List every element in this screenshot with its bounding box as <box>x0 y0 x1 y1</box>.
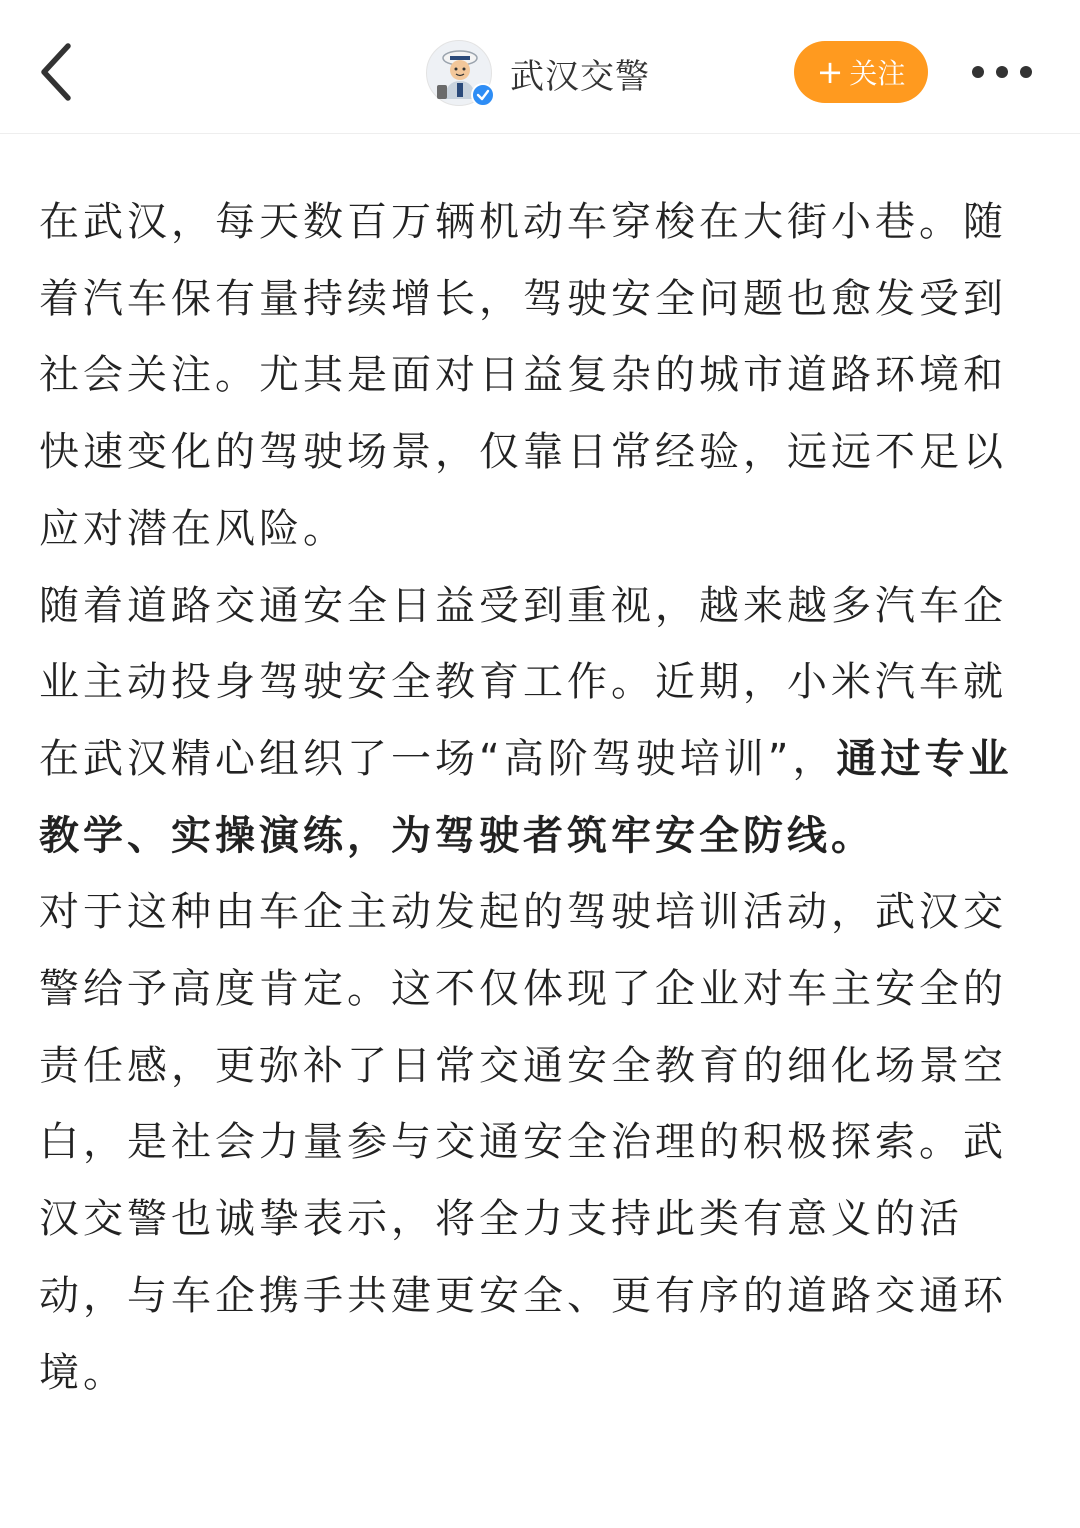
follow-button[interactable] <box>794 41 928 103</box>
back-button[interactable] <box>28 36 92 108</box>
chevron-left-icon <box>28 36 92 108</box>
article-paragraph-3: 对于这种由车企主动发起的驾驶培训活动，武汉交警给予高度肯定。这不仅体现了企业对车主安全的责任感，更弥补了日常交通安全教育的细化场景空白，是社会力量参与交通安全治理的积极探索。武汉交警也诚挚表示，将全力支持此类有意义的活动，与车企携手共建更安全、更有序的道路交通环境。 <box>39 889 1007 1396</box>
account-name[interactable]: 武汉交警 <box>510 56 650 97</box>
avatar[interactable] <box>426 40 492 106</box>
article-body <box>39 184 1049 1411</box>
follow-label: 关注 <box>849 57 906 90</box>
article-paragraph-1: 在武汉，每天数百万辆机动车穿梭在大街小巷。随着汽车保有量持续增长，驾驶安全问题也愈发受到社会关注。尤其是面对日益复杂的城市道路环境和快速变化的驾驶场景，仅靠日常经验，远远不足以应对潜在风险。 <box>39 199 1007 552</box>
top-nav-bar <box>0 0 1080 134</box>
more-options-button[interactable] <box>966 54 1038 90</box>
verified-check-icon <box>476 88 490 102</box>
account-profile[interactable] <box>426 38 650 108</box>
paragraph-2-bold: 通过专业教学、实操演练，为驾驶者筑牢安全防线。 <box>39 735 1013 859</box>
article-paragraph-2 <box>39 568 1049 875</box>
paragraph-2-text: 随着道路交通安全日益受到重视，越来越多汽车企业主动投身驾驶安全教育工作。近期，小米汽车就在武汉精心组织了一场“高阶驾驶培训”， <box>39 582 1007 782</box>
plus-icon: + <box>816 53 844 91</box>
more-dots-icon <box>966 54 1038 90</box>
verified-badge <box>471 83 495 107</box>
